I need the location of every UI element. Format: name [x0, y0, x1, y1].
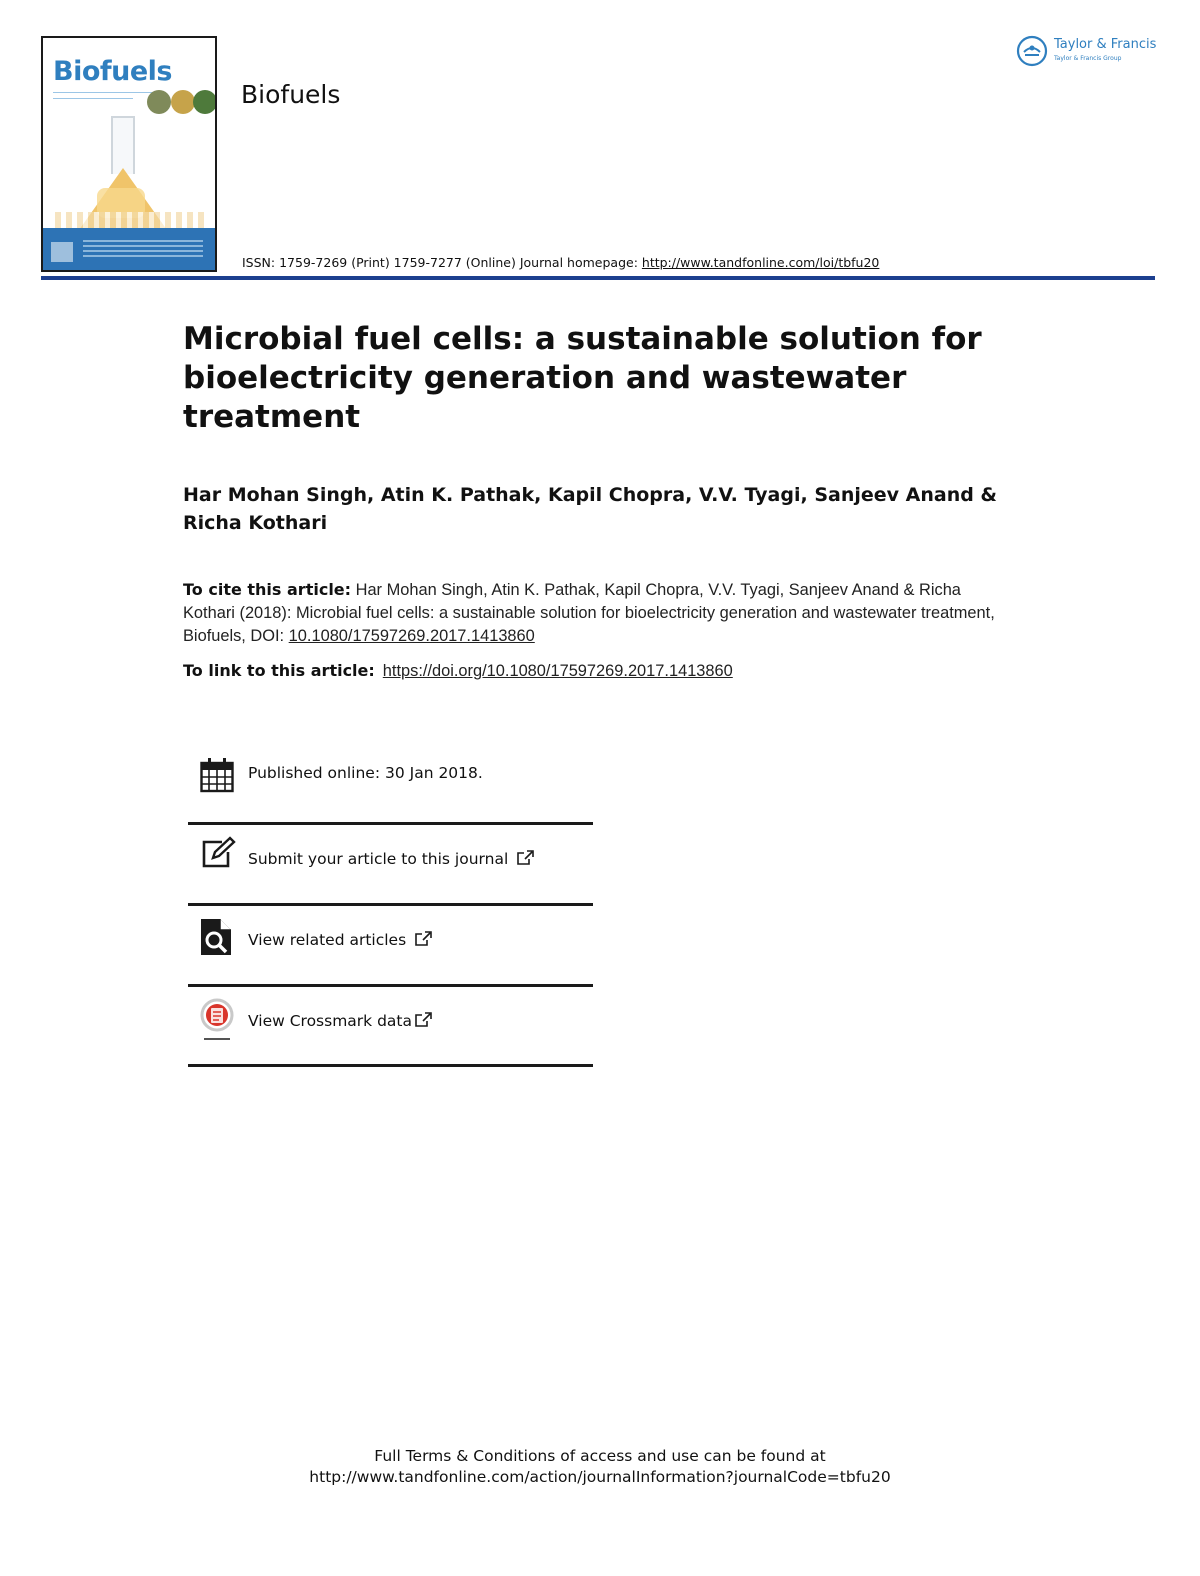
- cite-text: Har Mohan Singh, Atin K. Pathak, Kapil Chopra, V.V. Tyagi, Sanjeev Anand & Richa Kothari (2018): Microbial fuel cells: a sustainable solution for bioelectricity generation and wastewater treatment, Biofuels, DOI:: [183, 581, 995, 645]
- crossmark-link[interactable]: [248, 1012, 432, 1030]
- submit-article-text: Submit your article to this journal: [248, 850, 509, 868]
- cover-rule: [53, 98, 133, 99]
- link-label: To link to this article:: [183, 661, 375, 680]
- article-link-line: [183, 661, 733, 681]
- crossmark-icon: [200, 998, 234, 1042]
- related-articles-text: View related articles: [248, 931, 407, 949]
- external-link-icon: [414, 931, 432, 947]
- article-title: Microbial fuel cells: a sustainable solution for bioelectricity generation and wastewater treatment: [183, 321, 982, 435]
- footer-terms-text: Full Terms & Conditions of access and use can be found at: [374, 1447, 826, 1465]
- submit-article-row[interactable]: [188, 834, 593, 894]
- external-link-icon: [414, 1012, 432, 1028]
- cover-title: Biofuels: [53, 56, 172, 87]
- cover-publisher-box: [51, 242, 73, 262]
- publisher-subname: Taylor & Francis Group: [1054, 55, 1122, 62]
- cover-beans: [55, 212, 205, 228]
- action-separator: [188, 984, 593, 987]
- footer: [0, 1446, 1200, 1488]
- action-separator: [188, 1064, 593, 1067]
- publisher-name: Taylor & Francis: [1054, 37, 1157, 52]
- published-online-row: [188, 756, 593, 796]
- cover-photo-circle: [171, 90, 195, 114]
- cover-band-text: [83, 240, 203, 260]
- citation-block: [183, 578, 1003, 648]
- related-articles-row[interactable]: [188, 914, 593, 974]
- external-link-icon: [516, 850, 534, 866]
- cover-photo-circle: [147, 90, 171, 114]
- cite-doi-link[interactable]: 10.1080/17597269.2017.1413860: [288, 627, 535, 645]
- header-rule: [41, 276, 1155, 280]
- footer-terms-link[interactable]: http://www.tandfonline.com/action/journalInformation?journalCode=tbfu20: [309, 1468, 891, 1486]
- issn-text: ISSN: 1759-7269 (Print) 1759-7277 (Online) Journal homepage:: [242, 255, 642, 270]
- taylor-francis-logo[interactable]: [1016, 35, 1156, 69]
- issn-line: [242, 255, 879, 270]
- calendar-icon: [200, 757, 234, 793]
- cite-label: To cite this article:: [183, 580, 352, 599]
- document-search-icon: [200, 918, 232, 956]
- crossmark-text: View Crossmark data: [248, 1012, 412, 1030]
- action-separator: [188, 903, 593, 906]
- cover-flask-neck: [111, 116, 135, 174]
- cover-rule: [53, 92, 153, 93]
- crossmark-row[interactable]: [188, 996, 593, 1056]
- published-online-text: Published online: 30 Jan 2018.: [248, 764, 483, 782]
- journal-name: Biofuels: [241, 80, 341, 109]
- edit-icon: [200, 836, 236, 870]
- related-articles-link[interactable]: [248, 931, 432, 949]
- journal-cover-image: [41, 36, 217, 272]
- article-doi-link[interactable]: https://doi.org/10.1080/17597269.2017.1413860: [382, 662, 733, 680]
- cover-photo-circle: [193, 90, 217, 114]
- taylor-francis-icon: [1016, 35, 1048, 67]
- article-authors: Har Mohan Singh, Atin K. Pathak, Kapil Chopra, V.V. Tyagi, Sanjeev Anand & Richa Kothari: [183, 484, 998, 534]
- submit-article-link[interactable]: [248, 850, 534, 868]
- action-separator: [188, 822, 593, 825]
- journal-homepage-link[interactable]: http://www.tandfonline.com/loi/tbfu20: [641, 255, 880, 270]
